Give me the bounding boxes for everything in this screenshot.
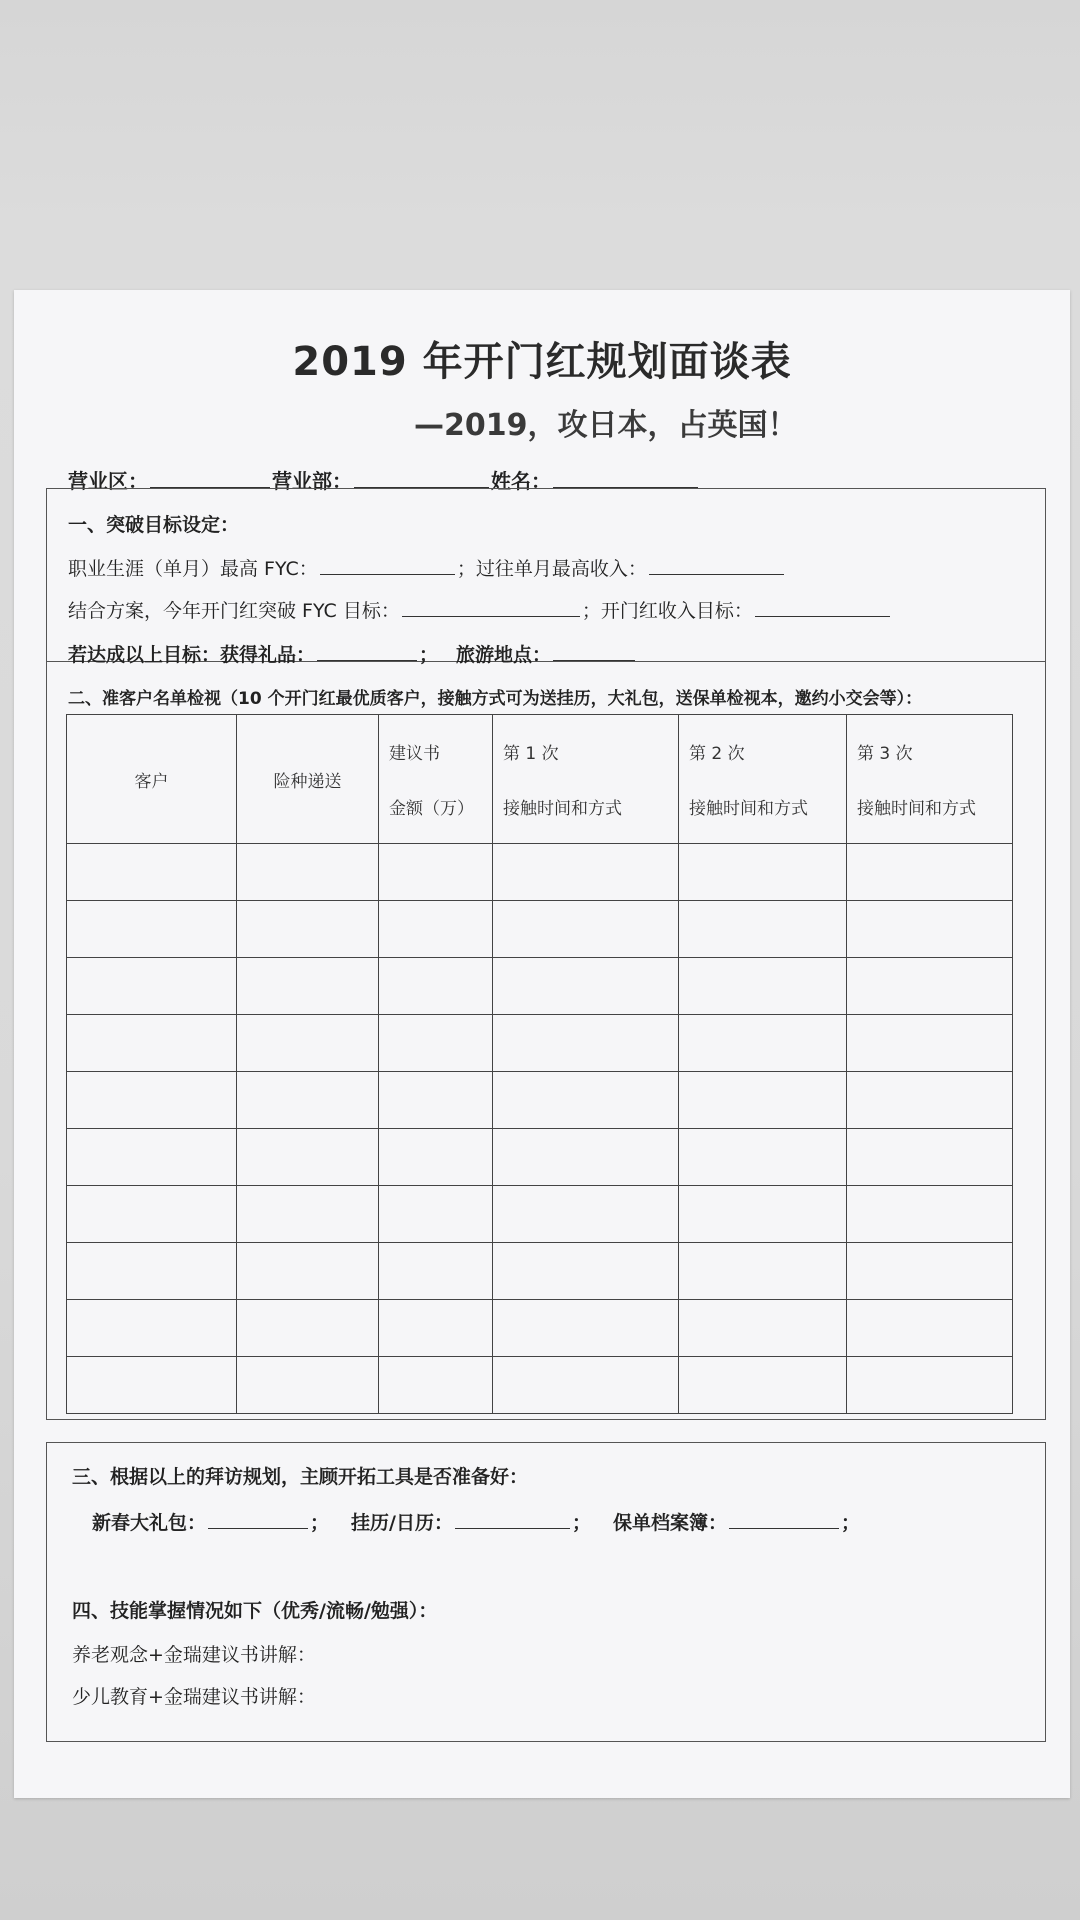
section-2-title: 二、准客户名单检视（10 个开门红最优质客户，接触方式可为送挂历，大礼包，送保单检视本，邀约小交会等）： — [68, 689, 923, 709]
table-row — [67, 1300, 1013, 1357]
cell-contact-3[interactable] — [847, 1072, 1013, 1129]
table-row — [67, 901, 1013, 958]
col-contact-2 — [679, 715, 847, 844]
cell-proposal[interactable] — [379, 1015, 493, 1072]
cell-contact-3[interactable] — [847, 1300, 1013, 1357]
col-insurance: 险种递送 — [237, 715, 379, 844]
cell-contact-1[interactable] — [493, 1129, 679, 1186]
cell-contact-3[interactable] — [847, 1357, 1013, 1414]
table-row — [67, 1243, 1013, 1300]
name-label: 姓名： — [491, 469, 551, 493]
section-1-title: 一、突破目标设定： — [68, 514, 240, 536]
calendar-field[interactable] — [455, 1508, 570, 1529]
table-row — [67, 844, 1013, 901]
col-contact-1-line1: 第 1 次 — [503, 744, 559, 764]
table-row — [67, 1129, 1013, 1186]
travel-field[interactable] — [553, 640, 635, 661]
col-contact-2-line1: 第 2 次 — [689, 744, 745, 764]
cell-proposal[interactable] — [379, 1300, 493, 1357]
section-3-items — [92, 1508, 860, 1535]
gift-pack-sep: ； — [310, 1512, 330, 1534]
target-fyc-field[interactable] — [402, 596, 580, 617]
max-fyc-field[interactable] — [320, 554, 455, 575]
cell-proposal[interactable] — [379, 1072, 493, 1129]
cell-contact-3[interactable] — [847, 844, 1013, 901]
cell-proposal[interactable] — [379, 1186, 493, 1243]
cell-proposal[interactable] — [379, 1129, 493, 1186]
table-row — [67, 1357, 1013, 1414]
client-table-header — [67, 715, 1013, 844]
department-label: 营业部： — [272, 469, 352, 493]
cell-insurance[interactable] — [237, 1015, 379, 1072]
policy-folder-sep: ； — [841, 1512, 861, 1534]
cell-customer[interactable] — [67, 1015, 237, 1072]
cell-customer[interactable] — [67, 1072, 237, 1129]
cell-insurance[interactable] — [237, 1072, 379, 1129]
table-row — [67, 1186, 1013, 1243]
client-table — [66, 714, 1013, 1414]
region-field[interactable] — [150, 467, 270, 488]
col-contact-3 — [847, 715, 1013, 844]
cell-contact-2[interactable] — [679, 1186, 847, 1243]
name-field[interactable] — [553, 467, 698, 488]
travel-label: 旅游地点： — [456, 644, 552, 666]
cell-contact-2[interactable] — [679, 1129, 847, 1186]
cell-contact-1[interactable] — [493, 1072, 679, 1129]
form-paper — [14, 290, 1070, 1798]
target-income-field[interactable] — [755, 596, 890, 617]
cell-customer[interactable] — [67, 1357, 237, 1414]
gift-field[interactable] — [317, 640, 417, 661]
form-slogan: —2019，攻日本，占英国！ — [414, 408, 798, 443]
gift-pack-label: 新春大礼包： — [92, 1512, 207, 1534]
cell-customer[interactable] — [67, 1300, 237, 1357]
client-table-body — [67, 844, 1013, 1414]
max-fyc-label: 职业生涯（单月）最高 FYC： — [68, 558, 318, 580]
cell-proposal[interactable] — [379, 1243, 493, 1300]
cell-customer[interactable] — [67, 901, 237, 958]
cell-contact-1[interactable] — [493, 1015, 679, 1072]
col-proposal-line1: 建议书 — [389, 744, 440, 764]
gift-sep: ； — [419, 644, 439, 666]
gift-label: 若达成以上目标：获得礼品： — [68, 644, 316, 666]
cell-proposal[interactable] — [379, 958, 493, 1015]
calendar-label: 挂历/日历： — [351, 1512, 453, 1534]
section-4-title: 四、技能掌握情况如下（优秀/流畅/勉强）： — [72, 1600, 438, 1622]
max-income-label: ；过往单月最高收入： — [456, 558, 647, 580]
cell-insurance[interactable] — [237, 958, 379, 1015]
target-fyc-label: 结合方案，今年开门红突破 FYC 目标： — [68, 600, 400, 622]
cell-insurance[interactable] — [237, 1243, 379, 1300]
cell-contact-3[interactable] — [847, 1186, 1013, 1243]
cell-contact-2[interactable] — [679, 1015, 847, 1072]
cell-customer[interactable] — [67, 958, 237, 1015]
skill-pension: 养老观念+金瑞建议书讲解： — [72, 1644, 316, 1666]
col-contact-1 — [493, 715, 679, 844]
cell-insurance[interactable] — [237, 1357, 379, 1414]
cell-contact-2[interactable] — [679, 1300, 847, 1357]
cell-contact-1[interactable] — [493, 901, 679, 958]
cell-contact-2[interactable] — [679, 1072, 847, 1129]
cell-contact-3[interactable] — [847, 1243, 1013, 1300]
cell-contact-2[interactable] — [679, 1357, 847, 1414]
cell-customer[interactable] — [67, 1129, 237, 1186]
col-contact-2-line2: 接触时间和方式 — [689, 799, 808, 819]
cell-insurance[interactable] — [237, 1300, 379, 1357]
cell-customer[interactable] — [67, 844, 237, 901]
cell-proposal[interactable] — [379, 901, 493, 958]
cell-contact-1[interactable] — [493, 1186, 679, 1243]
col-customer: 客户 — [67, 715, 237, 844]
cell-proposal[interactable] — [379, 1357, 493, 1414]
col-contact-3-line2: 接触时间和方式 — [857, 799, 976, 819]
form-title: 2019 年开门红规划面谈表 — [292, 339, 792, 385]
skill-child-education: 少儿教育+金瑞建议书讲解： — [72, 1686, 316, 1708]
cell-contact-3[interactable] — [847, 958, 1013, 1015]
policy-folder-label: 保单档案簿： — [613, 1512, 728, 1534]
section-3-title: 三、根据以上的拜访规划，主顾开拓工具是否准备好： — [72, 1466, 529, 1488]
cell-customer[interactable] — [67, 1243, 237, 1300]
target-income-label: ；开门红收入目标： — [581, 600, 753, 622]
calendar-sep: ； — [571, 1512, 591, 1534]
cell-contact-1[interactable] — [493, 844, 679, 901]
cell-insurance[interactable] — [237, 844, 379, 901]
col-proposal — [379, 715, 493, 844]
table-row — [67, 958, 1013, 1015]
cell-proposal[interactable] — [379, 844, 493, 901]
section-1-line-2 — [68, 596, 892, 623]
section-1-line-3 — [68, 640, 637, 667]
policy-folder-field[interactable] — [729, 1508, 839, 1529]
section-1-line-1 — [68, 554, 786, 581]
department-field[interactable] — [354, 467, 489, 488]
cell-insurance[interactable] — [237, 1186, 379, 1243]
cell-customer[interactable] — [67, 1186, 237, 1243]
gift-pack-field[interactable] — [208, 1508, 308, 1529]
region-label: 营业区： — [68, 469, 148, 493]
table-row — [67, 1015, 1013, 1072]
cell-contact-1[interactable] — [493, 958, 679, 1015]
cell-contact-1[interactable] — [493, 1243, 679, 1300]
cell-insurance[interactable] — [237, 1129, 379, 1186]
cell-contact-2[interactable] — [679, 844, 847, 901]
col-proposal-line2: 金额（万） — [389, 799, 474, 819]
cell-insurance[interactable] — [237, 901, 379, 958]
cell-contact-2[interactable] — [679, 958, 847, 1015]
col-contact-1-line2: 接触时间和方式 — [503, 799, 622, 819]
cell-contact-1[interactable] — [493, 1300, 679, 1357]
cell-contact-3[interactable] — [847, 1015, 1013, 1072]
cell-contact-3[interactable] — [847, 1129, 1013, 1186]
max-income-field[interactable] — [649, 554, 784, 575]
cell-contact-3[interactable] — [847, 901, 1013, 958]
cell-contact-1[interactable] — [493, 1357, 679, 1414]
table-row — [67, 1072, 1013, 1129]
cell-contact-2[interactable] — [679, 901, 847, 958]
col-contact-3-line1: 第 3 次 — [857, 744, 913, 764]
cell-contact-2[interactable] — [679, 1243, 847, 1300]
